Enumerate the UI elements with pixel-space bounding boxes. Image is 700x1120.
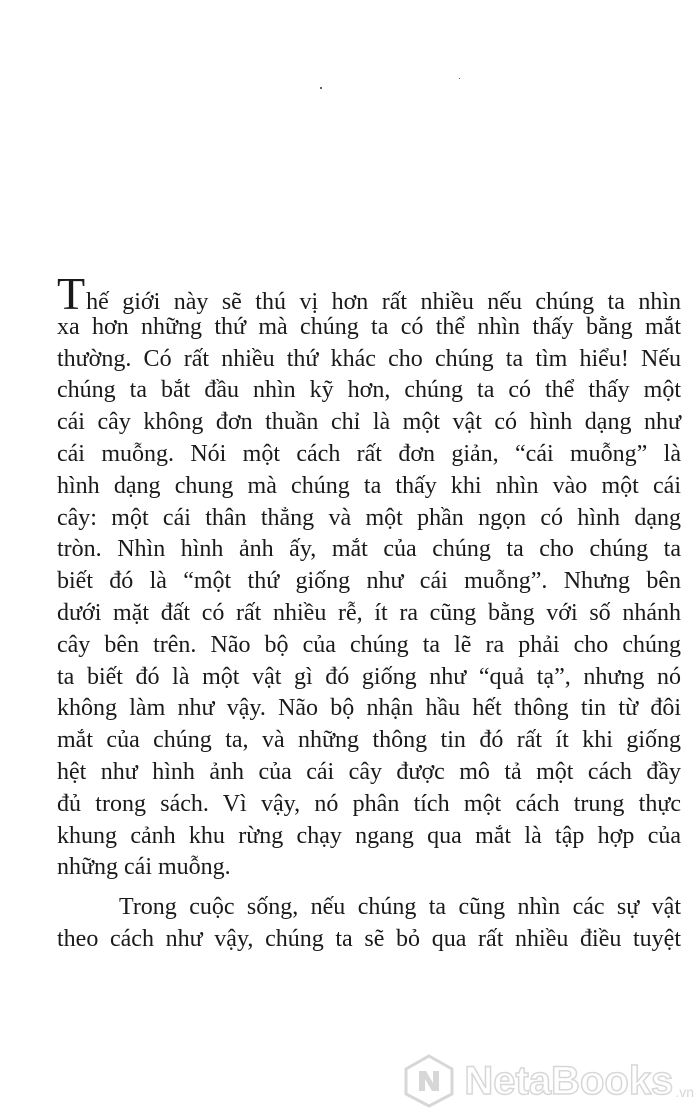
text-line: theo cách như vậy, chúng ta sẽ bỏ qua rất nhiều điều tuyệt <box>57 925 681 952</box>
text-line: cây bên trên. Não bộ của chúng ta lẽ ra phải cho chúng <box>57 631 681 658</box>
print-speck <box>320 87 322 89</box>
netabooks-logo-icon <box>402 1054 456 1108</box>
text-line: Thế giới này sẽ thú vị hơn rất nhiều nếu chúng ta nhìn <box>57 268 681 319</box>
text-line: khung cảnh khu rừng chạy ngang qua mắt là tập hợp của <box>57 822 681 849</box>
text-line: xa hơn những thứ mà chúng ta có thể nhìn thấy bằng mắt <box>57 313 681 340</box>
text-line: Trong cuộc sống, nếu chúng ta cũng nhìn các sự vật <box>119 894 681 921</box>
drop-cap: T <box>57 268 86 319</box>
text-line: thường. Có rất nhiều thứ khác cho chúng ta tìm hiểu! Nếu <box>57 345 681 372</box>
text-line: cây: một cái thân thẳng và một phần ngọn có hình dạng <box>57 504 681 531</box>
body-text <box>57 268 681 956</box>
text-line: tròn. Nhìn hình ảnh ấy, mắt của chúng ta cho chúng ta <box>57 536 681 563</box>
text-line: không làm như vậy. Não bộ nhận hầu hết thông tin từ đôi <box>57 695 681 722</box>
text-line: mắt của chúng ta, và những thông tin đó rất ít khi giống <box>57 727 681 754</box>
text-line: ta biết đó là một vật gì đó giống như “quả tạ”, nhưng nó <box>57 663 681 690</box>
text-line: đủ trong sách. Vì vậy, nó phân tích một cách trung thực <box>57 790 681 817</box>
watermark <box>402 1054 694 1108</box>
text-line: biết đó là “một thứ giống như cái muỗng”. Nhưng bên <box>57 568 681 595</box>
text-line: dưới mặt đất có rất nhiều rễ, ít ra cũng bằng với số nhánh <box>57 599 681 626</box>
text-line: chúng ta bắt đầu nhìn kỹ hơn, chúng ta có thể thấy một <box>57 377 681 404</box>
print-speck <box>459 78 460 79</box>
watermark-brand: NetaBooks <box>464 1058 674 1103</box>
watermark-tld: .vn <box>675 1084 694 1100</box>
text-line: những cái muỗng. <box>57 854 231 881</box>
text-line: cái cây không đơn thuần chỉ là một vật có hình dạng như <box>57 409 681 436</box>
text-line: hệt như hình ảnh của cái cây được mô tả một cách đầy <box>57 758 681 785</box>
text-line: cái muỗng. Nói một cách rất đơn giản, “cái muỗng” là <box>57 440 681 467</box>
text-line: hình dạng chung mà chúng ta thấy khi nhìn vào một cái <box>57 472 681 499</box>
